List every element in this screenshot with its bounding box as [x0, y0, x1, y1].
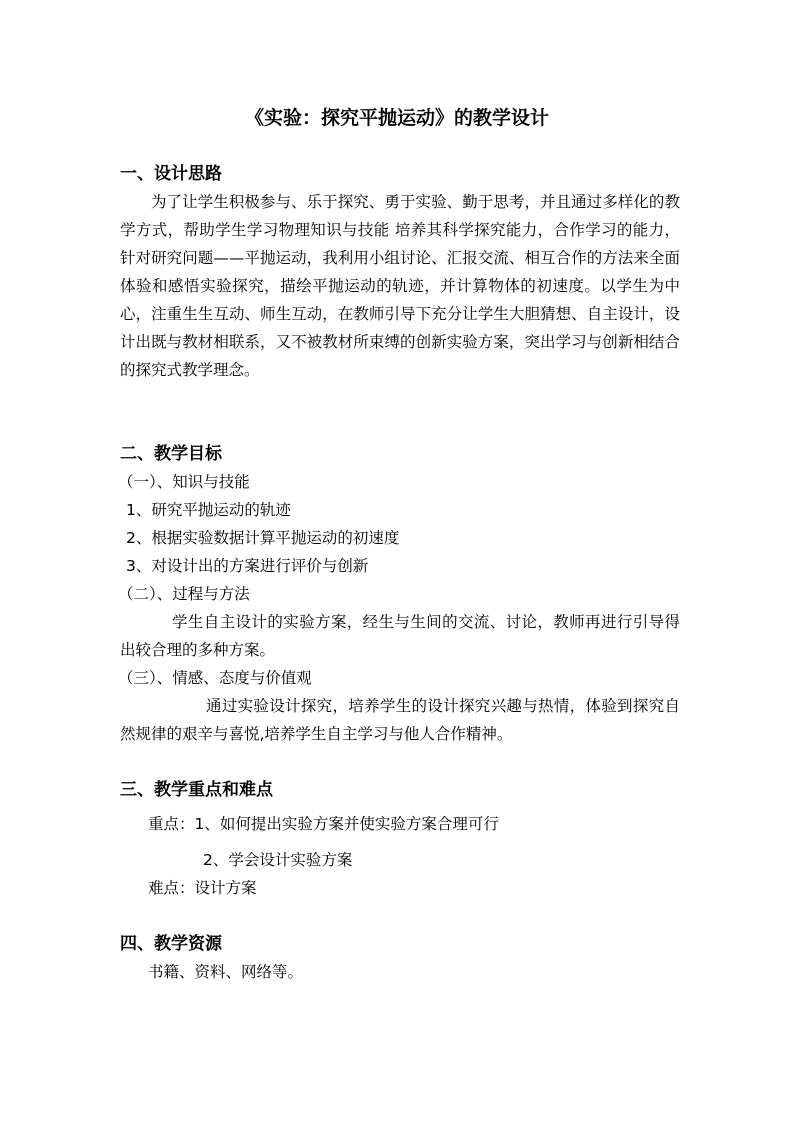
- subheading-emotion-attitude: （三）、情感、态度与价值观: [118, 669, 312, 687]
- key-point-1: 重点：1、如何提出实验方案并使实验方案合理可行: [148, 815, 499, 833]
- subheading-knowledge-skills: （一）、知识与技能: [118, 473, 250, 491]
- section-heading-design-idea: 一、设计思路: [120, 164, 222, 184]
- section-heading-teaching-goals: 二、教学目标: [120, 444, 222, 464]
- resources-text: 书籍、资料、网络等。: [148, 963, 304, 981]
- goal-item: 1、研究平抛运动的轨迹: [126, 501, 291, 519]
- key-point-2: 2、学会设计实验方案: [203, 851, 353, 869]
- goal-item: 3、对设计出的方案进行评价与创新: [126, 557, 369, 575]
- process-method-paragraph: 学生自主设计的实验方案，经生与生间的交流、讨论，教师再进行引导得出较合理的多种方案。: [120, 613, 680, 659]
- goal-item: 2、根据实验数据计算平抛运动的初速度: [126, 529, 400, 547]
- emotion-attitude-paragraph: 通过实验设计探究，培养学生的设计探究兴趣与热情，体验到探究自然规律的艰辛与喜悦,培养学生自主学习与他人合作精神。: [120, 697, 680, 743]
- difficulty-point: 难点：设计方案: [148, 879, 257, 897]
- section-heading-key-points: 三、教学重点和难点: [120, 780, 273, 800]
- section-heading-resources: 四、教学资源: [120, 934, 222, 954]
- subheading-process-method: （二）、过程与方法: [118, 585, 250, 603]
- document-title: 《实验：探究平抛运动》的教学设计: [244, 107, 549, 129]
- design-idea-paragraph: 为了让学生积极参与、乐于探究、勇于实验、勤于思考，并且通过多样化的教学方式，帮助学生学习物理知识与技能 培养其科学探究能力，合作学习的能力，针对研究问题——平抛运动，我利用小组讨论、汇报交流、相互合作的方法来全面体验和感悟实验探究，描绘平抛运动的轨迹，并计算物体的初速度。以学生为中心，注重生生互动、师生互动，在教师引导下充分让学生大胆猜想、自主设计，设计出既与教材相联系，又不被教材所束缚的创新实验方案，突出学习与创新相结合的探究式教学理念。: [120, 193, 680, 379]
